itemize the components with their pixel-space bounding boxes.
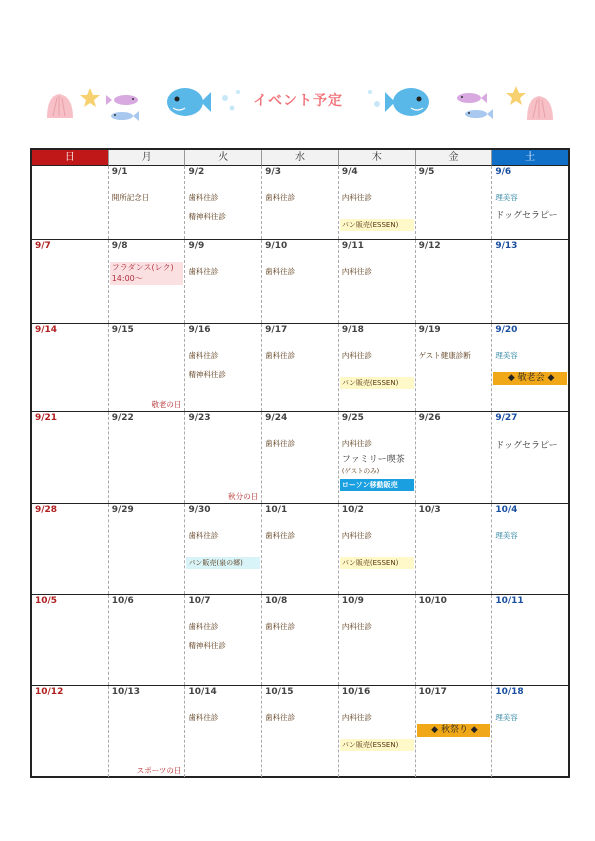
event-label: (ゲストのみ) (341, 467, 380, 475)
day-number: 9/2 (188, 167, 205, 177)
event-label: ファミリー喫茶 (341, 455, 405, 465)
calendar-day[interactable] (339, 240, 416, 323)
event-label: 歯科往診 (188, 713, 219, 722)
calendar-day[interactable] (32, 504, 109, 594)
calendar-day[interactable] (32, 166, 109, 239)
calendar-day[interactable] (492, 166, 568, 239)
calendar-day[interactable] (32, 595, 109, 685)
day-number: 9/17 (265, 325, 288, 335)
day-number: 10/17 (418, 687, 447, 697)
starfish-icon (80, 88, 100, 107)
day-number: 9/18 (341, 325, 364, 335)
shell-icon (47, 94, 73, 118)
day-number: 10/1 (265, 505, 288, 515)
calendar-day[interactable] (339, 166, 416, 239)
calendar-day[interactable] (185, 412, 262, 503)
day-number: 9/22 (111, 413, 134, 423)
day-number: 9/30 (188, 505, 211, 515)
day-number: 10/3 (418, 505, 441, 515)
day-number: 9/28 (35, 505, 58, 515)
day-number: 9/12 (418, 241, 441, 251)
event-label: 内科往診 (341, 713, 372, 722)
calendar-day[interactable] (185, 240, 262, 323)
event-label: ゲスト健康診断 (418, 351, 471, 360)
day-number: 9/24 (265, 413, 288, 423)
calendar-day[interactable] (109, 504, 186, 594)
event-label: 理美容 (495, 193, 518, 202)
fish-icon (385, 88, 429, 116)
event-label: 歯科往診 (188, 531, 219, 540)
calendar-day[interactable] (339, 595, 416, 685)
day-number: 9/3 (265, 167, 281, 177)
day-number: 9/21 (35, 413, 58, 423)
calendar-week (32, 324, 568, 412)
event-label: 精神科往診 (188, 212, 226, 221)
calendar-day[interactable] (262, 324, 339, 411)
day-number: 9/7 (35, 241, 51, 251)
holiday-label: スポーツの日 (136, 766, 182, 775)
event-label: 歯科往診 (265, 267, 296, 276)
fish-icon (167, 88, 211, 116)
calendar-day[interactable] (416, 686, 493, 777)
day-number: 9/23 (188, 413, 211, 423)
event-banner: ローソン移動販売 (340, 479, 414, 491)
calendar-day[interactable] (416, 504, 493, 594)
day-number: 10/8 (265, 596, 288, 606)
calendar-day[interactable] (492, 595, 568, 685)
day-number: 10/12 (35, 687, 64, 697)
day-number: 10/15 (265, 687, 294, 697)
calendar-day[interactable] (416, 166, 493, 239)
calendar-day[interactable] (416, 324, 493, 411)
small-fish-icon (106, 95, 138, 105)
event-label: 内科往診 (341, 439, 372, 448)
weekday-label: 土 (492, 150, 568, 166)
event-banner: パン販売(ESSEN) (340, 219, 414, 231)
calendar-day[interactable] (416, 412, 493, 503)
holiday-label: 敬老の日 (151, 400, 182, 409)
event-banner: パン販売(ESSEN) (340, 739, 414, 751)
event-label: 理美容 (495, 713, 518, 722)
calendar-day[interactable] (32, 412, 109, 503)
day-number: 10/4 (495, 505, 518, 515)
event-label: 歯科往診 (188, 267, 219, 276)
event-label: 歯科往診 (188, 622, 219, 631)
event-banner: ◆ 秋祭り ◆ (417, 724, 491, 737)
day-number: 9/5 (418, 167, 435, 177)
day-number: 9/26 (418, 413, 441, 423)
calendar-day[interactable] (109, 595, 186, 685)
day-number: 10/16 (341, 687, 371, 697)
calendar-day[interactable] (32, 240, 109, 323)
calendar-day[interactable] (185, 166, 262, 239)
event-label: 歯科往診 (265, 713, 296, 722)
calendar-day[interactable] (109, 324, 186, 411)
day-number: 9/10 (265, 241, 288, 251)
day-number: 10/5 (35, 596, 58, 606)
calendar-day[interactable] (262, 686, 339, 777)
event-banner: パン販売(ESSEN) (340, 557, 414, 569)
event-banner: ◆ 敬老会 ◆ (493, 372, 567, 385)
calendar-day[interactable] (32, 324, 109, 411)
small-fish-icon (465, 109, 493, 119)
shell-icon (527, 96, 553, 120)
event-label: 歯科往診 (265, 193, 296, 202)
event-label: 精神科往診 (188, 641, 226, 650)
small-fish-icon (457, 93, 487, 103)
day-number: 10/9 (341, 596, 364, 606)
calendar-day[interactable] (185, 686, 262, 777)
calendar-day[interactable] (262, 504, 339, 594)
day-number: 10/18 (495, 687, 524, 697)
day-number: 9/4 (341, 167, 358, 177)
calendar-day[interactable] (339, 324, 416, 411)
day-number: 9/1 (111, 167, 128, 177)
calendar-day[interactable] (492, 686, 568, 777)
calendar-day[interactable] (339, 412, 416, 503)
weekday-label: 金 (416, 150, 493, 166)
day-number: 10/13 (111, 687, 141, 697)
event-label: 内科往診 (341, 531, 372, 540)
calendar-day[interactable] (109, 240, 186, 323)
day-number: 9/11 (341, 241, 364, 251)
event-label: 内科往診 (341, 622, 372, 631)
day-number: 10/7 (188, 596, 211, 606)
event-label: 内科往診 (341, 193, 372, 202)
day-number: 9/14 (35, 325, 58, 335)
calendar-week (32, 504, 568, 595)
calendar-day[interactable] (492, 324, 568, 411)
day-number: 9/9 (188, 241, 205, 251)
day-number: 9/6 (495, 167, 512, 177)
event-label: ドッグセラピー (495, 211, 558, 221)
day-number: 9/25 (341, 413, 364, 423)
small-fish-icon (111, 111, 139, 121)
calendar-grid (32, 166, 568, 777)
calendar-day[interactable] (262, 412, 339, 503)
calendar (30, 148, 570, 778)
event-label: 理美容 (495, 531, 518, 540)
starfish-icon (506, 86, 526, 105)
weekday-label: 水 (262, 150, 339, 166)
day-number: 10/6 (111, 596, 134, 606)
day-number: 9/13 (495, 241, 518, 251)
calendar-week (32, 240, 568, 324)
day-number: 10/2 (341, 505, 364, 515)
event-label: 歯科往診 (265, 531, 296, 540)
day-number: 10/10 (418, 596, 447, 606)
calendar-day[interactable] (109, 166, 186, 239)
event-label: 歯科往診 (265, 439, 296, 448)
event-label: 内科往診 (341, 351, 372, 360)
page-title: イベント予定 (253, 93, 343, 109)
event-label: 精神科往診 (188, 370, 226, 379)
event-banner: パン販売(ESSEN) (340, 377, 414, 389)
calendar-day[interactable] (339, 504, 416, 594)
day-number: 9/27 (495, 413, 518, 423)
event-label: 歯科往診 (265, 622, 296, 631)
day-number: 10/14 (188, 687, 217, 697)
event-label: 歯科往診 (188, 193, 219, 202)
holiday-label: 秋分の日 (228, 492, 259, 501)
calendar-day[interactable] (32, 686, 109, 777)
event-label: 歯科往診 (188, 351, 219, 360)
calendar-day[interactable] (185, 324, 262, 411)
calendar-day[interactable] (262, 240, 339, 323)
event-label: 内科往診 (341, 267, 372, 276)
calendar-day[interactable] (262, 595, 339, 685)
calendar-day[interactable] (185, 595, 262, 685)
day-number: 9/19 (418, 325, 441, 335)
calendar-day[interactable] (492, 504, 568, 594)
calendar-day[interactable] (339, 686, 416, 777)
calendar-day[interactable] (109, 686, 186, 777)
calendar-day[interactable] (492, 240, 568, 323)
weekday-label: 火 (185, 150, 262, 166)
day-number: 9/8 (111, 241, 128, 251)
weekday-label: 月 (109, 150, 186, 166)
weekday-header (32, 150, 568, 166)
event-label: 開所記念日 (111, 193, 150, 202)
calendar-day[interactable] (416, 595, 493, 685)
event-banner: フラダンス(レク) 14:00～ (110, 262, 184, 285)
day-number: 9/20 (495, 325, 518, 335)
calendar-week (32, 595, 568, 686)
day-number: 9/15 (111, 325, 134, 335)
calendar-week (32, 166, 568, 240)
weekday-label: 木 (339, 150, 416, 166)
day-number: 9/29 (111, 505, 134, 515)
weekday-label: 日 (32, 150, 109, 166)
event-label: 歯科往診 (265, 351, 296, 360)
calendar-day[interactable] (109, 412, 186, 503)
day-number: 9/16 (188, 325, 211, 335)
calendar-week (32, 686, 568, 777)
calendar-day[interactable] (492, 412, 568, 503)
calendar-week (32, 412, 568, 504)
calendar-day[interactable] (185, 504, 262, 594)
calendar-day[interactable] (262, 166, 339, 239)
event-label: 理美容 (495, 351, 518, 360)
calendar-day[interactable] (416, 240, 493, 323)
event-banner: パン販売(泉の郷) (186, 557, 260, 569)
event-label: ドッグセラピー (495, 441, 558, 451)
day-number: 10/11 (495, 596, 524, 606)
